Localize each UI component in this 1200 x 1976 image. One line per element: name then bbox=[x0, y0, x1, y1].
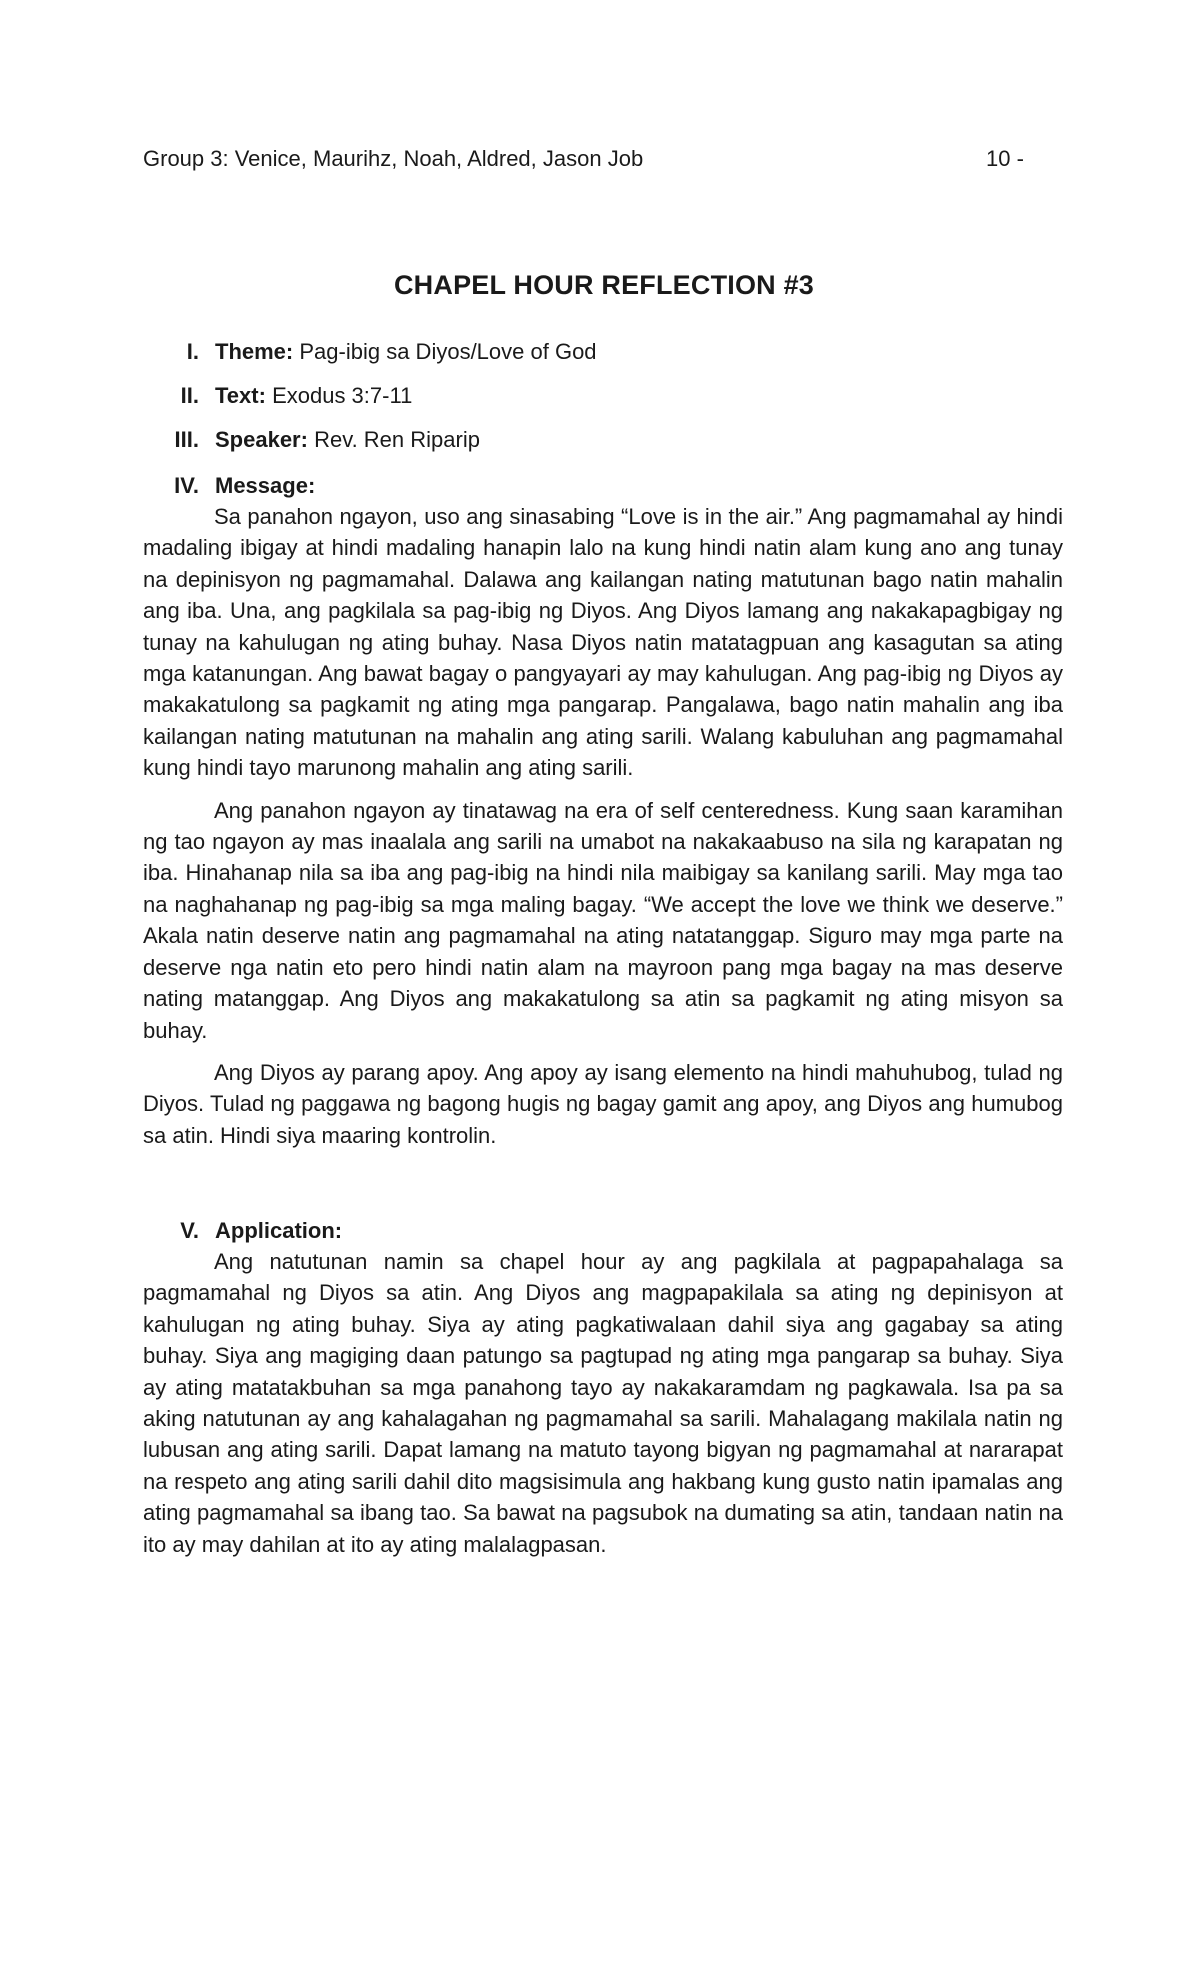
application-label: Application: bbox=[215, 1218, 343, 1243]
group-members: Group 3: Venice, Maurihz, Noah, Aldred, Jason Job bbox=[143, 146, 644, 171]
message-heading bbox=[143, 470, 1063, 501]
outline-list bbox=[143, 336, 1063, 468]
message-paragraph: Ang Diyos ay parang apoy. Ang apoy ay isang elemento na hindi mahuhubog, tulad ng Diyos. Tulad ng paggawa ng bagong hugis ng bagay gamit ang apoy, ang Diyos ang humubog sa atin. Hindi siya maaring kontrolin. bbox=[143, 1059, 1063, 1148]
outline-numeral: III. bbox=[174, 427, 199, 452]
message-numeral: IV. bbox=[174, 473, 199, 498]
outline-label: Text: bbox=[215, 383, 266, 408]
application-numeral: V. bbox=[180, 1218, 199, 1243]
outline-item-speaker bbox=[143, 424, 1063, 468]
outline-item-theme bbox=[143, 336, 1063, 380]
outline-numeral: I. bbox=[186, 339, 199, 364]
outline-label: Speaker: bbox=[215, 427, 308, 452]
outline-value: Exodus 3:7-11 bbox=[272, 383, 413, 408]
page-title: CHAPEL HOUR REFLECTION #3 bbox=[393, 270, 815, 300]
application-heading bbox=[143, 1215, 1063, 1246]
outline-label: Theme: bbox=[215, 339, 294, 364]
application-paragraph: Ang natutunan namin sa chapel hour ay ang pagkilala at pagpapahalaga sa pagmamahal ng Diyos sa atin. Ang Diyos ang magpapakilala sa ating ng depinisyon at kahulugan ng ating buhay. Siya ay ating pagkatiwalaan dahil siya ang gagabay sa ating buhay. Siya ang magiging daan patungo sa pagtupad ng ating mga pangarap sa buhay. Siya ay ating matatakbuhan sa mga panahong tayo ay nakakaramdam ng pagkawala. Isa pa sa aking natutunan ay ang kahalagahan ng pagmamahal sa sarili. Mahalagang makilala natin ng lubusan ang ating sarili. Dapat lamang na matuto tayong bigyan ng pagmamahal at nararapat na respeto ang ating sarili dahil dito magsisimula ang hakbang kung gusto natin ipamalas ang ating pagmamahal sa ibang tao. Sa bawat na pagsubok na dumating sa atin, tandaan natin na ito ay may dahilan at ito ay ating malalagpasan. bbox=[143, 1249, 1063, 1557]
application-section bbox=[143, 1215, 1063, 1571]
outline-value: Rev. Ren Riparip bbox=[314, 427, 480, 452]
outline-value: Pag-ibig sa Diyos/Love of God bbox=[299, 339, 597, 364]
message-label: Message: bbox=[215, 473, 316, 498]
outline-numeral: II. bbox=[180, 383, 199, 408]
message-paragraph: Ang panahon ngayon ay tinatawag na era of self centeredness. Kung saan karamihan ng tao ngayon ay mas inaalala ang sarili na umabot na nakakaabuso na sila ng karapatan ng iba. Hinahanap nila sa iba ang pag-ibig na hindi nila maibigay sa kanilang sarili. May mga tao na naghahanap ng pag-ibig sa mga maling bagay. “We accept the love we think we deserve.” Akala natin deserve natin ang pagmamahal na ating natatanggap. Siguro may mga parte na deserve nga natin eto pero hindi natin alam na mayroon pang mga bagay na mas deserve nating matanggap. Ang Diyos ang makakatulong sa atin sa pagkamit ng ating misyon sa buhay. bbox=[143, 797, 1063, 1043]
grade-section: 10 - bbox=[986, 146, 1024, 171]
message-section bbox=[143, 470, 1063, 1162]
message-paragraph: Sa panahon ngayon, uso ang sinasabing “Love is in the air.” Ang pagmamahal ay hindi madaling ibigay at hindi madaling hanapin lalo na kung hindi natin alam kung ano ang tunay na depinisyon ng pagmamahal. Dalawa ang kailangan nating matutunan bago natin mahalin ang iba. Una, ang pagkilala sa pag-ibig ng Diyos. Ang Diyos lamang ang nakakapagbigay ng tunay na kahulugan ng ating buhay. Nasa Diyos natin matatagpuan ang kasagutan sa ating mga katanungan. Ang bawat bagay o pangyayari ay may kahulugan. Ang pag-ibig ng Diyos ay makakatulong sa pagkamit ng ating mga pangarap. Pangalawa, bago natin mahalin ang iba kailangan nating matutunan na mahalin ang ating sarili. Walang kabuluhan ang pagmamahal kung hindi tayo marunong mahalin ang ating sarili. bbox=[143, 504, 1063, 781]
outline-item-text bbox=[143, 380, 1063, 424]
